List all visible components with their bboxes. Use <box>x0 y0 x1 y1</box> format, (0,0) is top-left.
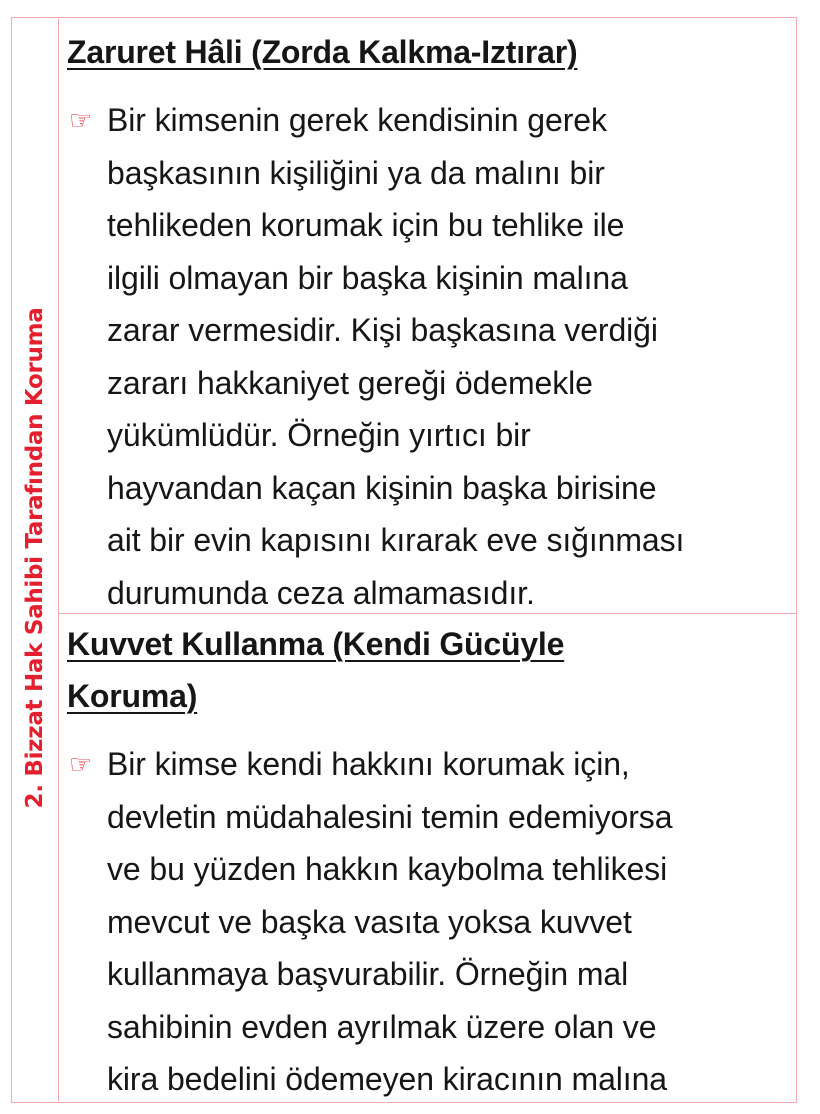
bullet-text: Bir kimse kendi hakkını korumak için, devletin müdahalesini temin edemiyorsa ve bu yüzden hakkın kaybolma tehlikesi mevcut ve başka vasıta yoksa kuvvet kullanmaya başvurabilir. Örneğin mal sahibinin evden ayrılmak üzere olan ve kira bedelini ödemeyen kiracının malına <box>107 746 673 1097</box>
pointing-hand-icon: ☞ <box>69 749 93 779</box>
pointing-hand-icon: ☞ <box>69 105 93 135</box>
content-table <box>11 17 797 1103</box>
bullet-item <box>67 94 792 619</box>
bullet-text: Bir kimsenin gerek kendisinin gerek başkasının kişiliğini ya da malını bir tehlikeden korumak için bu tehlike ile ilgili olmayan bir başka kişinin malına zarar vermesidir. Kişi başkasına verdiği zararı hakkaniyet gereği ödemekle yükümlüdür. Örneğin yırtıcı bir hayvandan kaçan kişinin başka birisine ait bir evin kapısını kırarak eve sığınması durumunda ceza almamasıdır. <box>107 102 685 611</box>
bullet-item <box>67 738 792 1106</box>
side-label-column <box>12 18 59 1102</box>
section-heading: Zaruret Hâli (Zorda Kalkma-Iztırar) <box>67 34 578 70</box>
section-kuvvet-kullanma <box>67 618 792 1106</box>
section-zaruret-hali <box>67 26 792 619</box>
section-heading: Kuvvet Kullanma (Kendi Gücüyle Koruma) <box>67 626 565 714</box>
side-label: 2. Bizzat Hak Sahibi Tarafından Koruma <box>22 307 48 809</box>
